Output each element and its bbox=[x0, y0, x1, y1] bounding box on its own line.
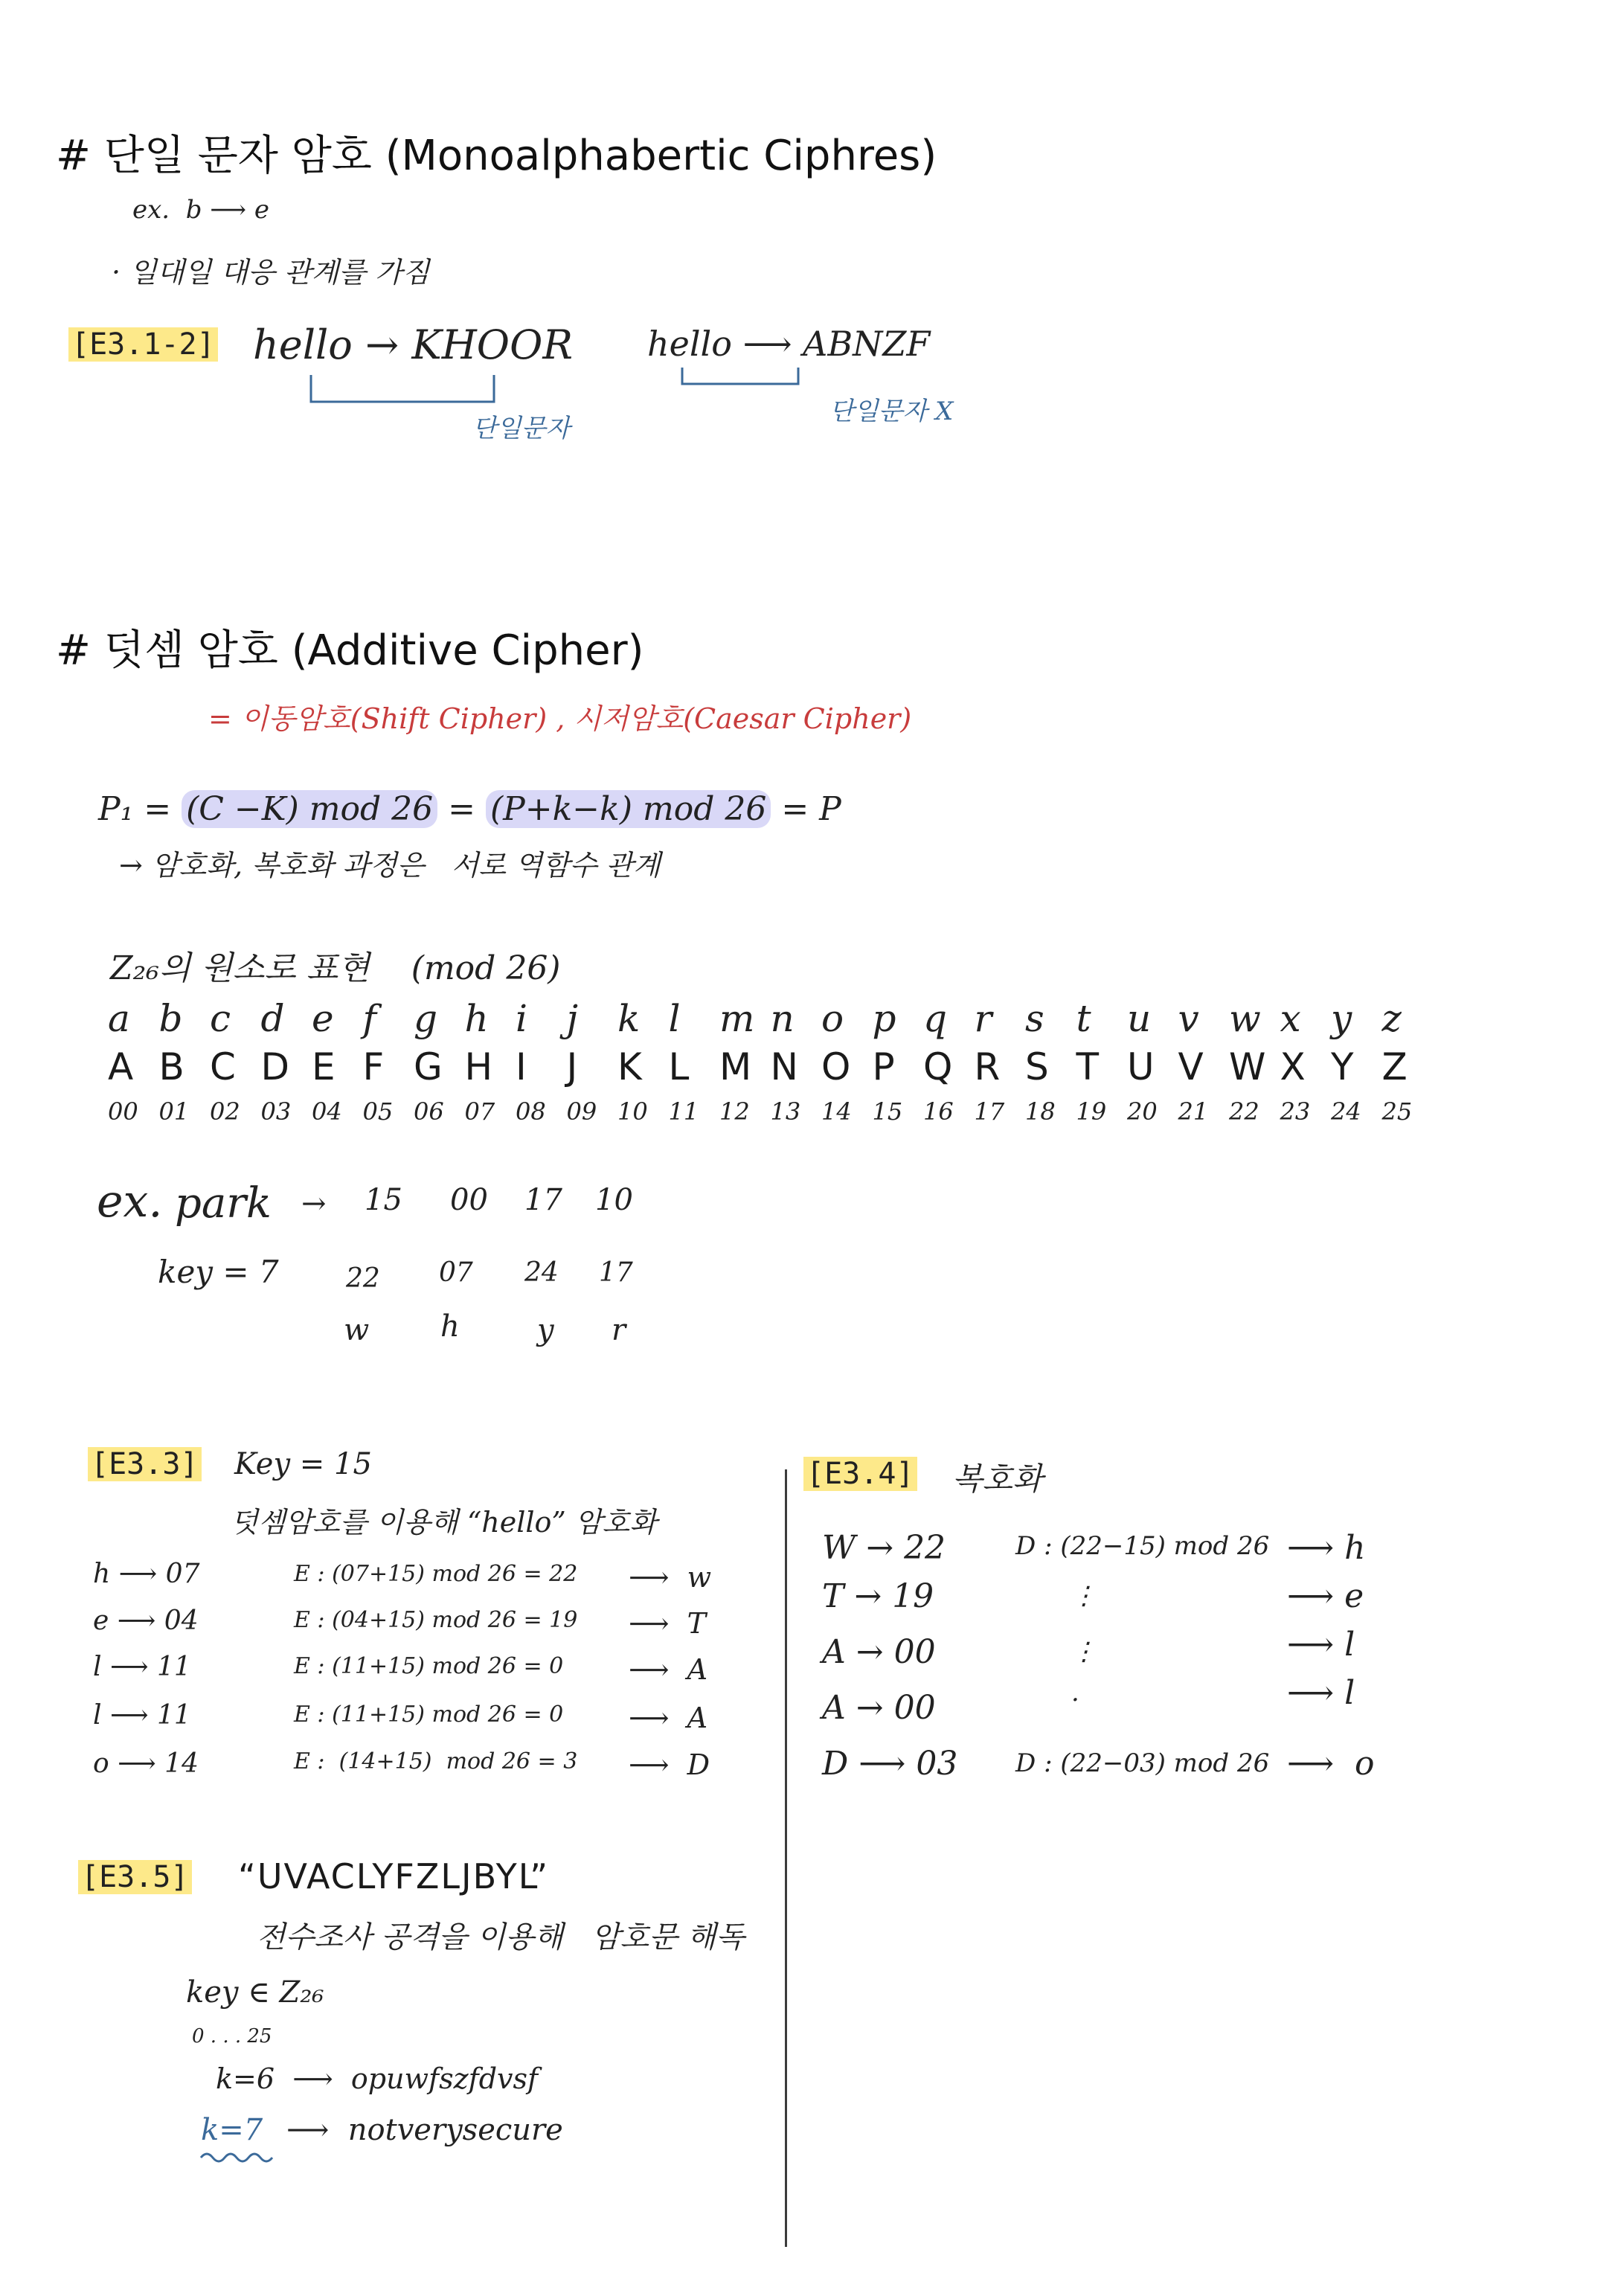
inverse-formula bbox=[98, 790, 841, 828]
alphabet-lowercase-letter: u bbox=[1127, 997, 1152, 1040]
non-monoalphabetic-example: hello ⟶ ABNZF bbox=[647, 324, 931, 364]
alphabet-uppercase-letter: E bbox=[312, 1045, 336, 1088]
alphabet-lowercase-letter: r bbox=[974, 997, 992, 1040]
e33-output: ⟶ A bbox=[629, 1653, 708, 1686]
alphabet-lowercase-letter: q bbox=[923, 997, 948, 1040]
key-label: key = 7 bbox=[158, 1254, 279, 1290]
alphabet-index-number: 21 bbox=[1178, 1097, 1209, 1126]
alphabet-uppercase-letter: L bbox=[668, 1045, 690, 1088]
e34-mapping: D ⟶ 03 bbox=[822, 1745, 958, 1783]
alphabet-uppercase-letter: Z bbox=[1381, 1045, 1408, 1088]
cipher-aliases: = 이동암호(Shift Cipher) , 시저암호(Caesar Cipher) bbox=[208, 702, 912, 735]
e34-continuation-dots: · bbox=[1071, 1685, 1079, 1715]
formula-expanded-term: (P+k−k) mod 26 bbox=[486, 790, 771, 828]
e34-title: 복호화 bbox=[952, 1460, 1043, 1497]
tag-highlight: [E3.3] bbox=[88, 1447, 202, 1481]
alphabet-index-number: 09 bbox=[566, 1097, 597, 1126]
alphabet-index-number: 24 bbox=[1331, 1097, 1361, 1126]
e35-key-set: key ∈ Z₂₆ bbox=[186, 1975, 324, 2010]
alphabet-lowercase-letter: o bbox=[821, 997, 844, 1040]
example-b-to-e: ex. b ⟶ e bbox=[132, 195, 269, 225]
e33-encrypt-calc: E : (14+15) mod 26 = 3 bbox=[294, 1748, 578, 1774]
bracket-right-example bbox=[673, 365, 815, 394]
inverse-function-note: → 암호화, 복호화 과정은 서로 역함수 관계 bbox=[119, 849, 661, 882]
example-label: ex. bbox=[97, 1176, 163, 1228]
alphabet-uppercase-letter: W bbox=[1229, 1045, 1266, 1088]
alphabet-uppercase-letter: M bbox=[719, 1045, 752, 1088]
alphabet-lowercase-letter: g bbox=[414, 997, 438, 1040]
alphabet-index-number: 04 bbox=[312, 1097, 342, 1126]
cipher-letter: y bbox=[537, 1313, 554, 1347]
e34-output: ⟶ l bbox=[1287, 1674, 1355, 1712]
alphabet-lowercase-letter: l bbox=[668, 997, 681, 1040]
alphabet-index-number: 10 bbox=[617, 1097, 648, 1126]
alphabet-index-number: 11 bbox=[668, 1097, 699, 1126]
alphabet-index-number: 19 bbox=[1076, 1097, 1107, 1126]
example-num: 17 bbox=[524, 1183, 562, 1217]
example-arrow: → bbox=[301, 1187, 327, 1221]
shifted-num: 22 bbox=[346, 1263, 380, 1294]
e34-mapping: A → 00 bbox=[822, 1689, 936, 1727]
e35-description: 전수조사 공격을 이용해 암호문 해독 bbox=[257, 1920, 745, 1955]
alphabet-uppercase-letter: I bbox=[516, 1045, 527, 1088]
e35-key7-result: ⟶ notverysecure bbox=[286, 2113, 563, 2147]
alphabet-uppercase-letter: H bbox=[464, 1045, 493, 1088]
alphabet-uppercase-letter: O bbox=[821, 1045, 851, 1088]
alphabet-uppercase-letter: T bbox=[1076, 1045, 1100, 1088]
e33-output: ⟶ D bbox=[629, 1748, 710, 1781]
alphabet-lowercase-letter: m bbox=[719, 997, 755, 1040]
alphabet-lowercase-letter: w bbox=[1229, 997, 1261, 1040]
tag-highlight: [E3.4] bbox=[803, 1457, 917, 1491]
alphabet-index-number: 15 bbox=[872, 1097, 903, 1126]
alphabet-uppercase-letter: V bbox=[1178, 1045, 1204, 1088]
column-divider bbox=[785, 1469, 787, 2247]
alphabet-index-number: 25 bbox=[1381, 1097, 1413, 1126]
alphabet-index-number: 07 bbox=[464, 1097, 495, 1126]
e33-output: ⟶ w bbox=[629, 1561, 712, 1594]
alphabet-index-number: 14 bbox=[821, 1097, 852, 1126]
alphabet-uppercase-letter: S bbox=[1025, 1045, 1049, 1088]
formula-equals: = bbox=[437, 790, 486, 828]
e33-mapping: h ⟶ 07 bbox=[93, 1559, 200, 1589]
tag-highlight: [E3.5] bbox=[78, 1860, 192, 1894]
e34-continuation-dots: ⋮ bbox=[1071, 1581, 1097, 1611]
alphabet-index-number: 22 bbox=[1229, 1097, 1259, 1126]
alphabet-lowercase-letter: t bbox=[1076, 997, 1091, 1040]
alphabet-lowercase-letter: n bbox=[770, 997, 795, 1040]
one-to-one-note: · 일대일 대응 관계를 가짐 bbox=[112, 256, 430, 289]
tag-highlight: [E3.1-2] bbox=[68, 327, 218, 362]
example-tag-e3-3 bbox=[88, 1447, 202, 1481]
e33-encrypt-calc: E : (11+15) mod 26 = 0 bbox=[294, 1653, 564, 1679]
shifted-num: 24 bbox=[524, 1257, 559, 1288]
section-heading-monoalphabetic: # 단일 문자 암호 (Monoalphabertic Ciphres) bbox=[56, 132, 937, 180]
alphabet-index-number: 01 bbox=[158, 1097, 190, 1126]
non-monoalphabetic-caption: 단일문자 X bbox=[829, 397, 954, 426]
e33-encrypt-calc: E : (11+15) mod 26 = 0 bbox=[294, 1702, 564, 1728]
alphabet-uppercase-letter: R bbox=[974, 1045, 1001, 1088]
cipher-letter: h bbox=[440, 1309, 460, 1344]
alphabet-index-number: 12 bbox=[719, 1097, 750, 1126]
e34-output: ⟶ o bbox=[1287, 1745, 1375, 1783]
e35-ciphertext: “UVACLYFZLJBYL” bbox=[238, 1856, 550, 1896]
alphabet-uppercase-letter: J bbox=[566, 1045, 578, 1088]
example-num: 00 bbox=[450, 1183, 488, 1217]
bracket-left-example bbox=[305, 372, 506, 409]
alphabet-lowercase-letter: x bbox=[1280, 997, 1301, 1040]
e33-encrypt-calc: E : (04+15) mod 26 = 19 bbox=[294, 1607, 578, 1633]
alphabet-uppercase-letter: N bbox=[770, 1045, 798, 1088]
e33-output: ⟶ A bbox=[629, 1702, 708, 1734]
alphabet-index-number: 23 bbox=[1280, 1097, 1311, 1126]
alphabet-uppercase-letter: D bbox=[260, 1045, 290, 1088]
alphabet-index-number: 17 bbox=[974, 1097, 1005, 1126]
alphabet-lowercase-letter: c bbox=[210, 997, 231, 1040]
monoalphabetic-example: hello → KHOOR bbox=[253, 321, 573, 368]
alphabet-uppercase-letter: A bbox=[108, 1045, 134, 1088]
formula-decryption-term: (C −K) mod 26 bbox=[182, 790, 437, 828]
e34-decrypt-calc: D : (22−15) mod 26 bbox=[1015, 1531, 1270, 1561]
e35-key-range: 0 . . . 25 bbox=[192, 2025, 272, 2048]
alphabet-index-number: 05 bbox=[362, 1097, 394, 1126]
alphabet-lowercase-letter: s bbox=[1025, 997, 1044, 1040]
alphabet-uppercase-letter: B bbox=[158, 1045, 184, 1088]
alphabet-uppercase-letter: C bbox=[210, 1045, 236, 1088]
e34-output: ⟶ l bbox=[1287, 1626, 1355, 1664]
example-num: 15 bbox=[365, 1183, 402, 1217]
e34-decrypt-calc: D : (22−03) mod 26 bbox=[1015, 1748, 1270, 1778]
cipher-letter: w bbox=[344, 1313, 370, 1347]
alphabet-uppercase-letter: Y bbox=[1331, 1045, 1354, 1088]
e33-mapping: l ⟶ 11 bbox=[93, 1700, 191, 1731]
alphabet-index-number: 18 bbox=[1025, 1097, 1056, 1126]
alphabet-uppercase-letter: F bbox=[362, 1045, 385, 1088]
alphabet-index-number: 06 bbox=[414, 1097, 444, 1126]
alphabet-lowercase-letter: a bbox=[108, 997, 130, 1040]
example-num: 10 bbox=[595, 1183, 633, 1217]
key7-squiggle-underline bbox=[199, 2149, 274, 2165]
z26-title: Z₂₆의 원소로 표현 (mod 26) bbox=[110, 949, 561, 987]
example-tag-e3-4 bbox=[803, 1457, 917, 1491]
alphabet-uppercase-letter: P bbox=[872, 1045, 895, 1088]
e34-continuation-dots: ⋮ bbox=[1071, 1637, 1097, 1667]
monoalphabetic-caption: 단일문자 bbox=[472, 414, 571, 443]
alphabet-uppercase-letter: G bbox=[414, 1045, 443, 1088]
e33-mapping: l ⟶ 11 bbox=[93, 1652, 191, 1682]
alphabet-uppercase-letter: Q bbox=[923, 1045, 953, 1088]
alphabet-lowercase-letter: i bbox=[516, 997, 527, 1040]
e33-key: Key = 15 bbox=[234, 1447, 372, 1481]
alphabet-lowercase-letter: h bbox=[464, 997, 489, 1040]
e34-mapping: W → 22 bbox=[822, 1529, 946, 1567]
section-heading-additive: # 덧셈 암호 (Additive Cipher) bbox=[56, 626, 644, 675]
e34-output: ⟶ h bbox=[1287, 1529, 1366, 1567]
example-word: park bbox=[175, 1179, 272, 1228]
alphabet-lowercase-letter: z bbox=[1381, 997, 1402, 1040]
e33-encrypt-calc: E : (07+15) mod 26 = 22 bbox=[294, 1561, 578, 1587]
alphabet-uppercase-letter: U bbox=[1127, 1045, 1155, 1088]
alphabet-lowercase-letter: e bbox=[312, 997, 334, 1040]
cipher-letter: r bbox=[612, 1313, 626, 1347]
alphabet-index-number: 03 bbox=[260, 1097, 292, 1126]
alphabet-uppercase-letter: X bbox=[1280, 1045, 1306, 1088]
formula-prefix: P₁ = bbox=[98, 790, 182, 828]
alphabet-index-number: 20 bbox=[1127, 1097, 1158, 1126]
shifted-num: 17 bbox=[599, 1257, 633, 1288]
alphabet-lowercase-letter: b bbox=[158, 997, 183, 1040]
alphabet-index-number: 00 bbox=[108, 1097, 138, 1126]
alphabet-lowercase-letter: p bbox=[872, 997, 896, 1040]
e35-key6-result: k=6 ⟶ opuwfszfdvsf bbox=[216, 2062, 539, 2095]
shifted-num: 07 bbox=[439, 1257, 473, 1288]
example-tag-e3-5 bbox=[78, 1860, 192, 1894]
alphabet-lowercase-letter: k bbox=[617, 997, 641, 1040]
example-tag-e3-1-2 bbox=[68, 327, 218, 362]
alphabet-lowercase-letter: d bbox=[260, 997, 285, 1040]
e33-mapping: o ⟶ 14 bbox=[93, 1748, 199, 1779]
alphabet-index-number: 02 bbox=[210, 1097, 240, 1126]
alphabet-lowercase-letter: y bbox=[1331, 997, 1352, 1040]
e33-mapping: e ⟶ 04 bbox=[93, 1606, 199, 1636]
alphabet-lowercase-letter: j bbox=[566, 997, 579, 1040]
alphabet-uppercase-letter: K bbox=[617, 1045, 642, 1088]
e34-mapping: T → 19 bbox=[822, 1577, 934, 1615]
e35-key7-label: k=7 bbox=[201, 2113, 263, 2147]
alphabet-lowercase-letter: v bbox=[1178, 997, 1199, 1040]
e33-description: 덧셈암호를 이용해 “hello” 암호화 bbox=[231, 1506, 658, 1539]
e33-output: ⟶ T bbox=[629, 1607, 706, 1640]
alphabet-index-number: 16 bbox=[923, 1097, 954, 1126]
alphabet-lowercase-letter: f bbox=[362, 997, 377, 1040]
e34-mapping: A → 00 bbox=[822, 1633, 936, 1671]
formula-result: = P bbox=[771, 790, 841, 828]
alphabet-index-number: 13 bbox=[770, 1097, 801, 1126]
e34-output: ⟶ e bbox=[1287, 1577, 1364, 1615]
alphabet-index-number: 08 bbox=[516, 1097, 546, 1126]
